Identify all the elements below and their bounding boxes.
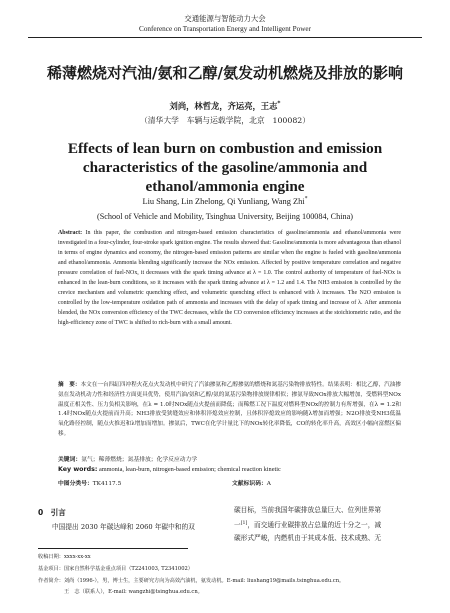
footnote-rule — [38, 548, 188, 549]
intro-right-line-1: 碳目标，当前我国年碳排放总量巨大、位列世界第 — [234, 506, 382, 514]
footnote-fund: 基金项目：国家自然科学基金重点项目（T2241003, T2341002） — [38, 566, 193, 572]
keywords-cn-label: 关键词： — [58, 457, 82, 463]
paper-title-cn: 稀薄燃烧对汽油/氨和乙醇/氨发动机燃烧及排放的影响 — [47, 64, 403, 82]
document-code — [232, 478, 271, 487]
abstract-cn — [58, 381, 401, 440]
section-heading-introduction: 0 引言 — [38, 508, 66, 517]
intro-text-right — [234, 504, 414, 545]
keywords-en — [58, 466, 401, 473]
footnote-author-bio: 作者简介：刘尚（1996-），男，博士生，主要研究方向为高效汽油机，氨发动机。E-mail: liushang19@mails.tsinghua.edu.cn。 — [38, 578, 345, 584]
clc-label: 中图分类号： — [58, 481, 93, 487]
corresponding-mark-cn: * — [277, 101, 281, 108]
authors-cn — [0, 100, 450, 112]
affiliation-cn: （清华大学 车辆与运载学院，北京 100082） — [139, 116, 311, 125]
abstract-en-label: Abstract: — [58, 230, 83, 236]
abstract-en-text: In this paper, the combustion and nitrogen-based emission characteristics of gasoline/ammonia and ethanol/ammonia were investigated in a four-cylinder, four-stroke spark ignition engine. The results showed that: Gasoline/ammonia is more advantageous than ethanol in terms of engine dynamics and economy, the nitrogen-based emission patterns are similar when the engine is fueled with gasoline/ammonia and ethanol/ammonia. Ammonia blending significantly increase the NOx emission. Affected by positive temperature correlation and negative pressure correlation of fuel-NOx, it decreases with the spark timing advance at λ = 1.0. The control authority of temperature of fuel-NOx is enhanced in the lean-burn conditions, so it increases with the spark timing advance at λ = 1.2 and 1.4. The NH3 emission is controlled by the crevice mechanism and volumetric quenching effect, and volumetric quenching effect is enhanced with λ increases. The N2O emission is controlled by the low-temperature oxidation path of ammonia and increases with the delay of spark timing and increase of λ. After ammonia blended, the NOx conversion efficiency of the TWC decreases, while the CO conversion efficiency increases at the stoichiometric ratio, and the high-efficiency zone of TWC is shifted to rich-burn with a small amount. — [58, 230, 402, 326]
header-rule — [28, 37, 422, 38]
affiliation-en: (School of Vehicle and Mobility, Tsinghua University, Beijing 100084, China) — [97, 212, 353, 221]
intro-right-line-2-post: ，而交通行业碳排放占总量的近十分之一，减 — [247, 521, 382, 530]
keywords-cn-text: 氨气；稀薄燃烧；氮基排放；化学反应动力学 — [81, 457, 198, 463]
doc-code-label: 文献标识码： — [232, 481, 267, 487]
intro-right-line-2-pre: 一 — [234, 521, 241, 530]
corresponding-mark-en: * — [304, 196, 308, 202]
intro-right-line-2 — [234, 517, 414, 532]
clc-value: TK4117.5 — [92, 481, 122, 487]
paper-title-en: Effects of lean burn on combustion and emission characteristics of the gasoline/ammonia and ethanol/ammonia engine — [67, 140, 383, 195]
footnote-received-date: 收稿日期：xxxx-xx-xx — [38, 554, 91, 560]
conference-name-cn: 交通能源与智能动力大会 — [184, 14, 266, 23]
keywords-cn — [58, 454, 401, 463]
authors-en-text: Liu Shang, Lin Zhelong, Qi Yunliang, Wang Zhi — [142, 196, 305, 206]
abstract-cn-label: 摘 要： — [58, 382, 81, 388]
clc-number — [58, 478, 121, 487]
authors-en — [0, 196, 450, 206]
footnote-corresponding-author: 王 志（联系人），E-mail: wangzhi@tsinghua.edu.cn。 — [64, 589, 203, 595]
citation-ref: [1] — [240, 521, 248, 526]
intro-right-line-3: 碳形式严峻，内燃机由于其成本低、技术成熟、无 — [234, 534, 382, 543]
conference-name-en: Conference on Transportation Energy and Intelligent Power — [139, 25, 311, 33]
authors-cn-text: 刘尚，林哲龙，齐运亮，王志 — [169, 101, 278, 111]
intro-text-left: 中国提出 2030 年碳达峰和 2060 年碳中和的双 — [52, 523, 195, 531]
keywords-en-text: ammonia, lean-burn, nitrogen-based emission; chemical reaction kinetic — [98, 466, 281, 473]
abstract-en — [58, 228, 401, 328]
keywords-en-label: Key words: — [58, 466, 98, 473]
doc-code-value: A — [266, 481, 271, 487]
abstract-cn-text: 本文在一台四缸四冲程火花点火发动机中研究了汽油掺氨和乙醇掺氨的燃烧和氮基污染物排放特性。结果表明：相比乙醇，汽油掺氨在发动机动力性和经济性方面更具优势，使用汽油/氨和乙醇/氨的氮基污染物排放规律相似；掺氨导致NOx排放大幅增加，受燃料型NOx温度正相关性、压力负相关影响，在λ = 1.0时NOx随点火提前而降低；而稀燃工况下温度对燃料型NOx的控制力有所增强，在λ = 1.2和1.4时NOx随点火提前而升高；NH3排放受狭缝效应和体积淬熄效应控制，且体积淬熄效应的影响随λ增加而增强；N2O排放受NH3低温氧化路径控制，随点火推迟和λ增加而增加。掺氨后，TWC在化学计量比下的NOx转化率降低，CO的转化率升高，高效区小幅向富燃区偏移。 — [58, 382, 401, 437]
